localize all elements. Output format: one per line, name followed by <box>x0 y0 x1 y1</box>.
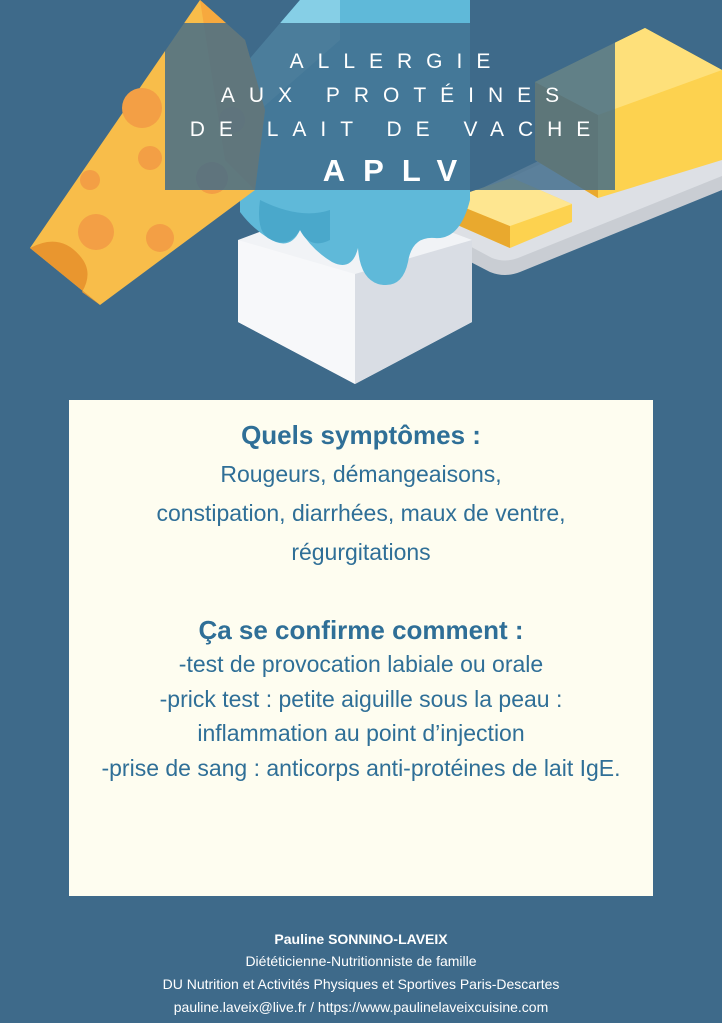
title-box <box>165 23 615 190</box>
symptoms-heading: Quels symptômes : <box>241 420 481 450</box>
footer <box>0 928 722 1019</box>
confirmation-line: -test de provocation labiale ou orale <box>178 651 544 677</box>
author-contact: pauline.laveix@live.fr / https://www.paulinelaveixcuisine.com <box>173 999 549 1015</box>
author-name: Pauline SONNINO-LAVEIX <box>274 931 448 947</box>
confirmation-line: -prise de sang : anticorps anti-protéines de lait IgE. <box>101 754 621 781</box>
symptoms-line: régurgitations <box>291 539 431 565</box>
title-line-2: AUX PROTÉINES <box>220 84 574 107</box>
title-line-1: ALLERGIE <box>289 50 505 73</box>
content-card <box>69 400 653 896</box>
title-line-3: DE LAIT DE VACHE <box>189 118 605 141</box>
confirmation-line: inflammation au point d’injection <box>197 720 525 746</box>
symptoms-line: Rougeurs, démangeaisons, <box>220 461 502 487</box>
author-degree: DU Nutrition et Activités Physiques et Sportives Paris-Descartes <box>162 976 560 992</box>
author-title: Diététicienne-Nutritionniste de famille <box>245 953 477 969</box>
symptoms-line: constipation, diarrhées, maux de ventre, <box>156 500 566 526</box>
confirmation-line: -prick test : petite aiguille sous la peau : <box>159 685 563 712</box>
confirmation-section <box>69 613 653 785</box>
confirmation-heading: Ça se confirme comment : <box>198 615 524 645</box>
symptoms-section <box>69 418 653 572</box>
title-acronym: APLV <box>322 153 476 188</box>
